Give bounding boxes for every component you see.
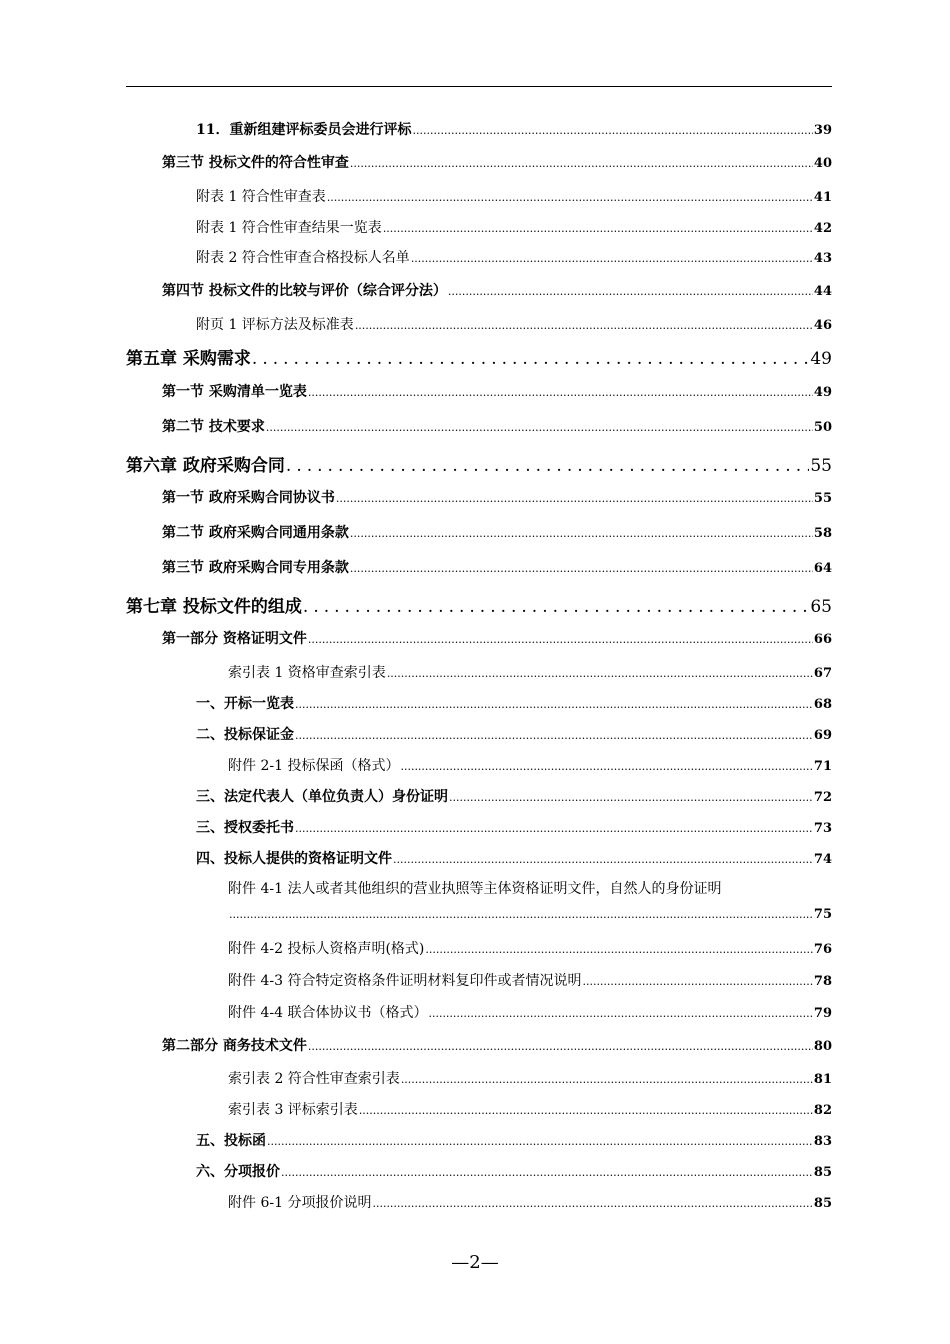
toc-entry-page: 41 (813, 190, 832, 205)
toc-entry-page: 43 (813, 251, 832, 266)
toc-entry-title: 第六章 政府采购合同 (126, 456, 285, 476)
toc-entry-page: 73 (813, 821, 832, 836)
toc-entry-page: 50 (813, 420, 832, 435)
toc-entry-page: 79 (813, 1006, 832, 1021)
toc-entry[interactable] (162, 487, 832, 507)
toc-entry-title: 附件 6-1 分项报价说明 (228, 1195, 372, 1211)
toc-entry[interactable] (228, 970, 832, 990)
toc-entry[interactable] (126, 344, 832, 369)
toc-entry-title: 第一节 采购清单一览表 (162, 384, 307, 400)
toc-entry[interactable] (196, 848, 832, 868)
toc-entry-title[interactable]: 附件 4-1 法人或者其他组织的营业执照等主体资格证明文件，自然人的身份证明 (228, 881, 722, 897)
toc-entry-page: 55 (813, 491, 832, 506)
toc-entry-title: 五、投标函 (196, 1133, 266, 1149)
toc-entry[interactable] (228, 938, 832, 958)
toc-entry-title: 一、开标一览表 (196, 696, 294, 712)
toc-entry[interactable] (162, 522, 832, 542)
toc-entry-page: 80 (813, 1039, 832, 1054)
toc-entry-title: 附件 4-3 符合特定资格条件证明材料复印件或者情况说明 (228, 973, 582, 989)
toc-entry-title: 二、投标保证金 (196, 727, 294, 743)
toc-entry-title: 六、分项报价 (196, 1164, 280, 1180)
toc-entry-page: 49 (810, 349, 832, 369)
toc-entry[interactable] (162, 628, 832, 648)
toc-entry-title: 第三节 投标文件的符合性审查 (162, 155, 349, 171)
toc-entry-title: 附件 4-2 投标人资格声明(格式) (228, 941, 425, 957)
toc-entry[interactable] (228, 1099, 832, 1119)
toc-entry[interactable] (162, 152, 832, 172)
toc-entry-title: 索引表 3 评标索引表 (228, 1102, 358, 1118)
toc-entry-page: 42 (813, 221, 832, 236)
toc-entry-page: 40 (813, 156, 832, 171)
toc-entry-title: 第一部分 资格证明文件 (162, 631, 307, 647)
toc-entry-page: 64 (813, 561, 832, 576)
toc-entry-page: 46 (813, 318, 832, 333)
toc-entry[interactable] (196, 119, 832, 139)
toc-entry-page: 75 (813, 907, 832, 922)
toc-entry-page: 74 (813, 852, 832, 867)
toc-entry[interactable] (162, 416, 832, 436)
toc-entry-page: 44 (813, 284, 832, 299)
toc-entry-page: 39 (813, 123, 832, 138)
toc-entry-page: 71 (813, 759, 832, 774)
toc-entry-page: 83 (813, 1134, 832, 1149)
toc-entry-page: 82 (813, 1103, 832, 1118)
toc-entry[interactable] (228, 755, 832, 775)
toc-entry-title: 附表 1 符合性审查表 (196, 189, 326, 205)
toc-entry[interactable] (196, 786, 832, 806)
toc-entry-title: 第二节 技术要求 (162, 419, 265, 435)
toc-entry[interactable] (196, 314, 832, 334)
toc-entry-title: 三、授权委托书 (196, 820, 294, 836)
toc-entry-page: 85 (813, 1165, 832, 1180)
toc-entry[interactable] (126, 451, 832, 476)
toc-entry-title: 第二部分 商务技术文件 (162, 1038, 307, 1054)
toc-entry-page: 78 (813, 974, 832, 989)
toc-entry-title: 附页 1 评标方法及标准表 (196, 317, 354, 333)
toc-entry-title: 第四节 投标文件的比较与评价（综合评分法） (162, 283, 447, 299)
toc-entry-title: 附件 4-4 联合体协议书（格式） (228, 1005, 428, 1021)
toc-entry-title: 第五章 采购需求 (126, 349, 251, 369)
toc-entry-title: 索引表 2 符合性审查索引表 (228, 1071, 400, 1087)
toc-entry-page: 67 (813, 666, 832, 681)
toc-entry-page: 58 (813, 526, 832, 541)
toc-entry-title: 第二节 政府采购合同通用条款 (162, 525, 349, 541)
toc-entry[interactable] (162, 557, 832, 577)
toc-entry[interactable] (228, 662, 832, 682)
toc-entry-title: 第一节 政府采购合同协议书 (162, 490, 335, 506)
toc-entry[interactable] (196, 724, 832, 744)
toc-entry-page: 65 (810, 597, 832, 617)
toc-entry-page: 69 (813, 728, 832, 743)
toc-entry-title: 附表 2 符合性审查合格投标人名单 (196, 250, 410, 266)
toc-entry-page: 66 (813, 632, 832, 647)
toc-entry[interactable] (196, 1130, 832, 1150)
toc-entry-page: 76 (813, 942, 832, 957)
toc-entry-title: 附表 1 符合性审查结果一览表 (196, 220, 382, 236)
toc-entry[interactable] (228, 1002, 832, 1022)
toc-entry[interactable] (162, 1035, 832, 1055)
toc-entry-page: 81 (813, 1072, 832, 1087)
toc-entry-page: 68 (813, 697, 832, 712)
toc-entry[interactable] (196, 817, 832, 837)
toc-entry[interactable] (162, 381, 832, 401)
toc-entry-title: 11．重新组建评标委员会进行评标 (196, 122, 412, 138)
toc-entry-title: 索引表 1 资格审查索引表 (228, 665, 386, 681)
toc-entry-title: 四、投标人提供的资格证明文件 (196, 851, 392, 867)
toc-entry-page: 85 (813, 1196, 832, 1211)
toc-entry-page: 72 (813, 790, 832, 805)
toc-entry-page: 49 (813, 385, 832, 400)
toc-entry[interactable] (196, 186, 832, 206)
page-number: —2— (451, 1252, 499, 1273)
toc-entry[interactable] (228, 1068, 832, 1088)
toc-entry[interactable] (162, 280, 832, 300)
toc-entry[interactable] (228, 1192, 832, 1212)
toc-entry[interactable] (196, 217, 832, 237)
toc-entry[interactable] (126, 592, 832, 617)
toc-entry[interactable] (228, 907, 832, 922)
toc-entry-title: 三、法定代表人（单位负责人）身份证明 (196, 789, 448, 805)
toc-entry[interactable] (196, 693, 832, 713)
toc-entry-title: 第七章 投标文件的组成 (126, 597, 302, 617)
toc-entry-title: 第三节 政府采购合同专用条款 (162, 560, 349, 576)
toc-entry-title: 附件 2-1 投标保函（格式） (228, 758, 400, 774)
toc-entry[interactable] (196, 1161, 832, 1181)
toc-entry[interactable] (196, 247, 832, 267)
toc-entry-page: 55 (810, 456, 832, 476)
